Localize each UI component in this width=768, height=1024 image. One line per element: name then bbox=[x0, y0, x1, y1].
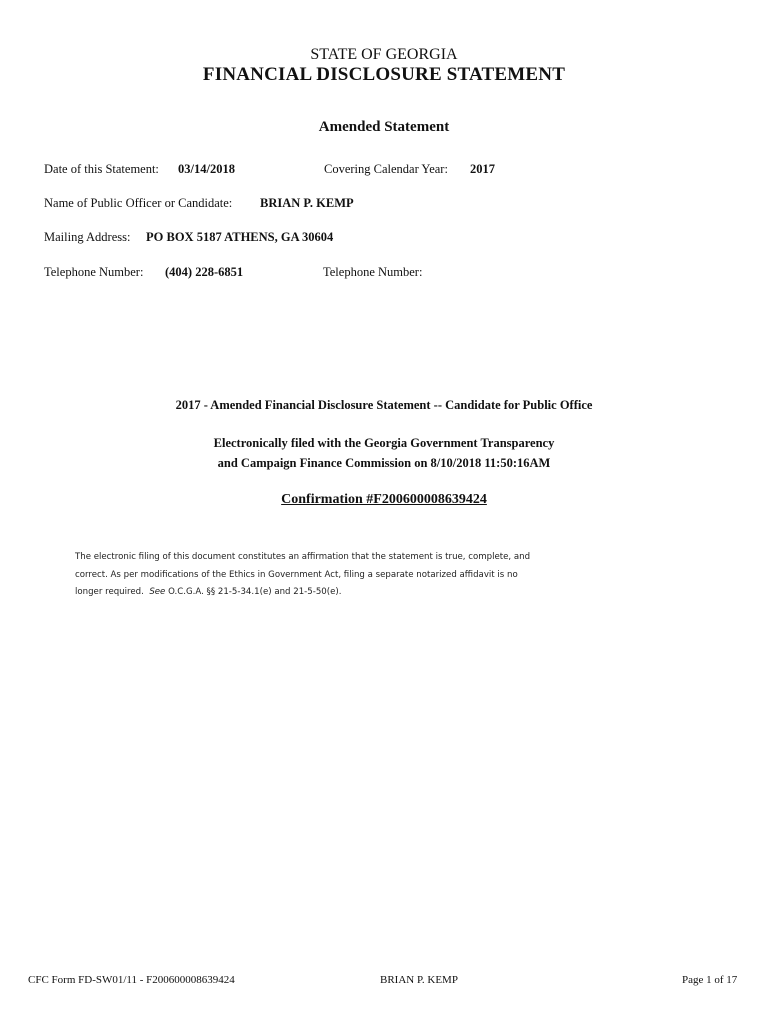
notice-line-3 bbox=[75, 584, 575, 602]
notice-line-3-post: O.C.G.A. §§ 21-5-34.1(e) and 21-5-50(e). bbox=[165, 587, 342, 598]
name-label: Name of Public Officer or Candidate: bbox=[44, 196, 233, 210]
address-value: PO BOX 5187 ATHENS, GA 30604 bbox=[146, 230, 334, 244]
filing-heading: 2017 - Amended Financial Disclosure Statement -- Candidate for Public Office bbox=[175, 398, 593, 412]
notice-line-3-pre: longer required. bbox=[75, 587, 150, 598]
footer-page-number: Page 1 of 17 bbox=[682, 974, 738, 986]
filing-line-2: and Campaign Finance Commission on 8/10/2018 11:50:16AM bbox=[217, 456, 551, 470]
date-label: Date of this Statement: bbox=[44, 162, 159, 176]
year-value: 2017 bbox=[470, 162, 495, 176]
notice-line-1: The electronic filing of this document constitutes an affirmation that the statement is true, complete, and bbox=[75, 552, 531, 562]
name-value: BRIAN P. KEMP bbox=[260, 196, 354, 210]
footer-name: BRIAN P. KEMP bbox=[380, 974, 458, 986]
phone-label: Telephone Number: bbox=[44, 265, 144, 279]
filing-line-1: Electronically filed with the Georgia Government Transparency bbox=[213, 436, 555, 450]
year-label: Covering Calendar Year: bbox=[324, 162, 448, 176]
affirmation-notice bbox=[75, 549, 575, 602]
notice-see: See bbox=[149, 587, 166, 598]
phone-value: (404) 228-6851 bbox=[165, 265, 244, 279]
statement-type: Amended Statement bbox=[318, 119, 450, 135]
date-value: 03/14/2018 bbox=[178, 162, 235, 176]
footer-form-id: CFC Form FD-SW01/11 - F200600008639424 bbox=[28, 974, 235, 986]
phone2-label: Telephone Number: bbox=[323, 265, 423, 279]
document-title: FINANCIAL DISCLOSURE STATEMENT bbox=[202, 64, 566, 85]
state-heading: STATE OF GEORGIA bbox=[310, 46, 458, 63]
notice-line-2: correct. As per modifications of the Ethics in Government Act, filing a separate notarized affidavit is no bbox=[75, 569, 518, 580]
address-label: Mailing Address: bbox=[44, 230, 131, 244]
confirmation-number: Confirmation #F200600008639424 bbox=[281, 492, 487, 507]
